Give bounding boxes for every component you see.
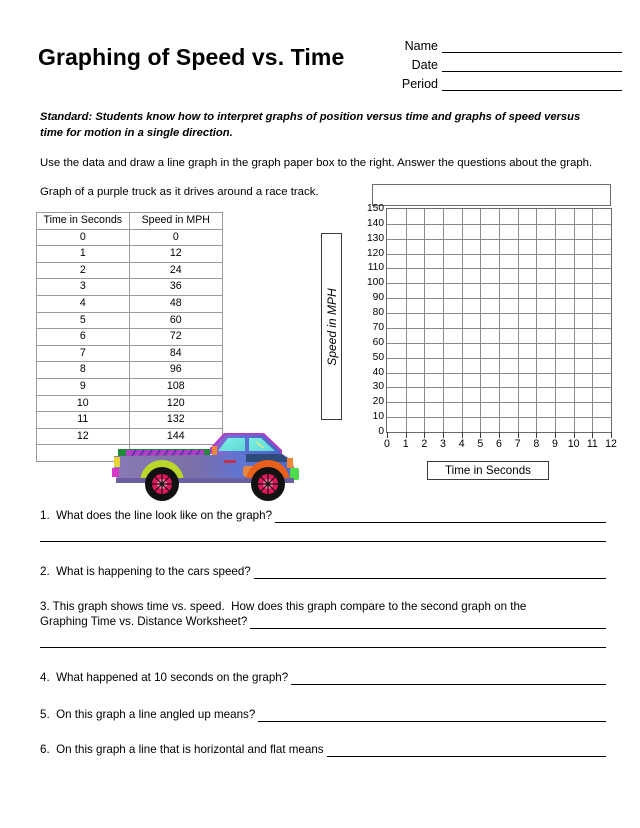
question-item bbox=[40, 670, 606, 685]
x-axis-tick-label: 8 bbox=[533, 438, 540, 450]
name-label: Name bbox=[404, 39, 438, 53]
gridline-vertical bbox=[518, 209, 519, 432]
student-info-block bbox=[392, 36, 622, 93]
table-row bbox=[37, 395, 223, 412]
cell-time: 10 bbox=[37, 395, 130, 412]
cell-speed: 72 bbox=[129, 329, 222, 346]
answer-rule[interactable] bbox=[258, 711, 606, 722]
y-axis-tick-label: 50 bbox=[372, 351, 384, 363]
cell-time: 11 bbox=[37, 412, 130, 429]
question-text-continued: Graphing Time vs. Distance Worksheet? bbox=[40, 615, 248, 629]
x-axis-tick-label: 5 bbox=[477, 438, 484, 450]
question-line bbox=[40, 599, 606, 614]
question-line bbox=[40, 564, 606, 579]
question-text: 3. This graph shows time vs. speed. How does this graph compare to the second graph on the bbox=[40, 600, 527, 614]
x-axis-label-box bbox=[427, 461, 549, 480]
y-axis-tick-label: 70 bbox=[372, 321, 384, 333]
instruction-text: Use the data and draw a line graph in the graph paper box to the right. Answer the questions about the graph. bbox=[40, 157, 593, 169]
gridline-vertical bbox=[574, 209, 575, 432]
table-row bbox=[37, 312, 223, 329]
y-axis-label-box bbox=[321, 233, 342, 420]
question-item bbox=[40, 707, 606, 722]
cell-time: 2 bbox=[37, 262, 130, 279]
cell-time: 7 bbox=[37, 345, 130, 362]
question-text: 2. What is happening to the cars speed? bbox=[40, 565, 251, 579]
graph-area bbox=[346, 202, 617, 450]
cell-speed: 60 bbox=[129, 312, 222, 329]
answer-rule-extra[interactable] bbox=[40, 530, 606, 542]
table-row bbox=[37, 229, 223, 246]
x-axis-tick-label: 1 bbox=[402, 438, 409, 450]
x-axis-tick-label: 12 bbox=[605, 438, 617, 450]
page-title: Graphing of Speed vs. Time bbox=[38, 44, 345, 70]
y-axis-tick-label: 140 bbox=[367, 217, 384, 229]
cell-time: 8 bbox=[37, 362, 130, 379]
y-axis-tick-label: 10 bbox=[372, 411, 384, 423]
cell-speed: 144 bbox=[129, 428, 222, 445]
table-row bbox=[37, 246, 223, 263]
period-field-row bbox=[392, 74, 622, 91]
period-input-rule[interactable] bbox=[442, 78, 622, 91]
date-field-row bbox=[392, 55, 622, 72]
gridline-vertical bbox=[480, 209, 481, 432]
worksheet-header bbox=[0, 0, 640, 100]
table-row bbox=[37, 329, 223, 346]
question-text: 4. What happened at 10 seconds on the graph? bbox=[40, 671, 289, 685]
cell-time: 5 bbox=[37, 312, 130, 329]
gridline-vertical bbox=[555, 209, 556, 432]
graph-subcaption: Graph of a purple truck as it drives around a race track. bbox=[40, 186, 319, 198]
x-axis-tick-label: 4 bbox=[458, 438, 465, 450]
y-axis-tick-label: 100 bbox=[367, 277, 384, 289]
graph-title-box[interactable] bbox=[372, 184, 611, 206]
gridline-vertical bbox=[406, 209, 407, 432]
answer-rule[interactable] bbox=[291, 674, 606, 685]
cell-speed: 132 bbox=[129, 412, 222, 429]
table-header-row bbox=[37, 213, 223, 230]
x-axis-tick-label: 11 bbox=[586, 438, 598, 450]
graph-grid[interactable] bbox=[367, 202, 617, 450]
answer-rule[interactable] bbox=[275, 512, 606, 523]
column-header-speed: Speed in MPH bbox=[129, 213, 222, 230]
name-input-rule[interactable] bbox=[442, 40, 622, 53]
cell-speed: 120 bbox=[129, 395, 222, 412]
y-axis-tick-label: 20 bbox=[372, 396, 384, 408]
x-axis-tick-label: 10 bbox=[567, 438, 580, 450]
cell-time: 1 bbox=[37, 246, 130, 263]
cell-speed: 36 bbox=[129, 279, 222, 296]
x-axis-tick-label: 2 bbox=[421, 438, 428, 450]
gridline-vertical bbox=[462, 209, 463, 432]
cell-speed: 0 bbox=[129, 229, 222, 246]
question-item bbox=[40, 564, 606, 579]
y-axis-tick-label: 30 bbox=[372, 381, 384, 393]
question-text: 5. On this graph a line angled up means? bbox=[40, 708, 256, 722]
y-axis-tick-label: 150 bbox=[367, 202, 384, 214]
questions-section bbox=[40, 508, 606, 757]
x-axis-label: Time in Seconds bbox=[445, 464, 531, 477]
cell-speed: 12 bbox=[129, 246, 222, 263]
date-label: Date bbox=[411, 58, 438, 72]
y-axis-tick-label: 0 bbox=[378, 425, 384, 437]
question-item bbox=[40, 599, 606, 648]
question-text: 1. What does the line look like on the graph? bbox=[40, 509, 273, 522]
gridline-vertical bbox=[536, 209, 537, 432]
cell-time: 3 bbox=[37, 279, 130, 296]
cell-time: 9 bbox=[37, 378, 130, 395]
question-item bbox=[40, 508, 606, 542]
cell-time: 6 bbox=[37, 329, 130, 346]
gridline-vertical bbox=[592, 209, 593, 432]
truck-illustration bbox=[106, 424, 321, 504]
question-item bbox=[40, 742, 606, 757]
gridline-vertical bbox=[499, 209, 500, 432]
y-axis-tick-label: 60 bbox=[372, 336, 384, 348]
cell-speed: 48 bbox=[129, 295, 222, 312]
question-line bbox=[40, 670, 606, 685]
name-field-row bbox=[392, 36, 622, 53]
question-line-continued bbox=[40, 614, 606, 629]
question-line bbox=[40, 508, 606, 523]
standard-statement: Standard: Students know how to interpret graphs of position versus time and graphs of speed versus time for motion in a single direction. bbox=[40, 111, 581, 139]
x-axis-tick-label: 0 bbox=[384, 438, 390, 450]
answer-rule[interactable] bbox=[250, 618, 606, 629]
answer-rule-extra[interactable] bbox=[40, 636, 606, 648]
gridline-vertical bbox=[443, 209, 444, 432]
cell-speed: 24 bbox=[129, 262, 222, 279]
x-axis-tick-label: 9 bbox=[552, 438, 558, 450]
table-row bbox=[37, 378, 223, 395]
y-axis-tick-label: 110 bbox=[367, 262, 384, 274]
y-axis-tick-label: 90 bbox=[372, 292, 384, 304]
table-row bbox=[37, 262, 223, 279]
gridline-vertical bbox=[424, 209, 425, 432]
answer-rule[interactable] bbox=[327, 746, 606, 757]
cell-time: 4 bbox=[37, 295, 130, 312]
table-row bbox=[37, 279, 223, 296]
table-row bbox=[37, 345, 223, 362]
answer-rule[interactable] bbox=[254, 568, 606, 579]
column-header-time: Time in Seconds bbox=[37, 213, 130, 230]
y-axis-label: Speed in MPH bbox=[324, 287, 339, 366]
cell-time: 12 bbox=[37, 428, 130, 445]
y-axis-tick-label: 130 bbox=[367, 232, 384, 244]
question-line bbox=[40, 742, 606, 757]
x-axis-tick-label: 6 bbox=[496, 438, 502, 450]
question-line bbox=[40, 707, 606, 722]
cell-speed: 96 bbox=[129, 362, 222, 379]
cell-speed: 108 bbox=[129, 378, 222, 395]
cell-speed: 84 bbox=[129, 345, 222, 362]
y-axis-tick-label: 120 bbox=[367, 247, 384, 259]
x-axis-tick-label: 7 bbox=[514, 438, 521, 450]
x-axis-tick-label: 3 bbox=[440, 438, 446, 450]
period-label: Period bbox=[401, 77, 438, 91]
table-row bbox=[37, 362, 223, 379]
table-row bbox=[37, 295, 223, 312]
date-input-rule[interactable] bbox=[442, 59, 622, 72]
y-axis-tick-label: 80 bbox=[372, 306, 384, 318]
y-axis-tick-label: 40 bbox=[372, 366, 384, 378]
question-text: 6. On this graph a line that is horizontal and flat means bbox=[40, 743, 324, 757]
cell-time: 0 bbox=[37, 229, 130, 246]
